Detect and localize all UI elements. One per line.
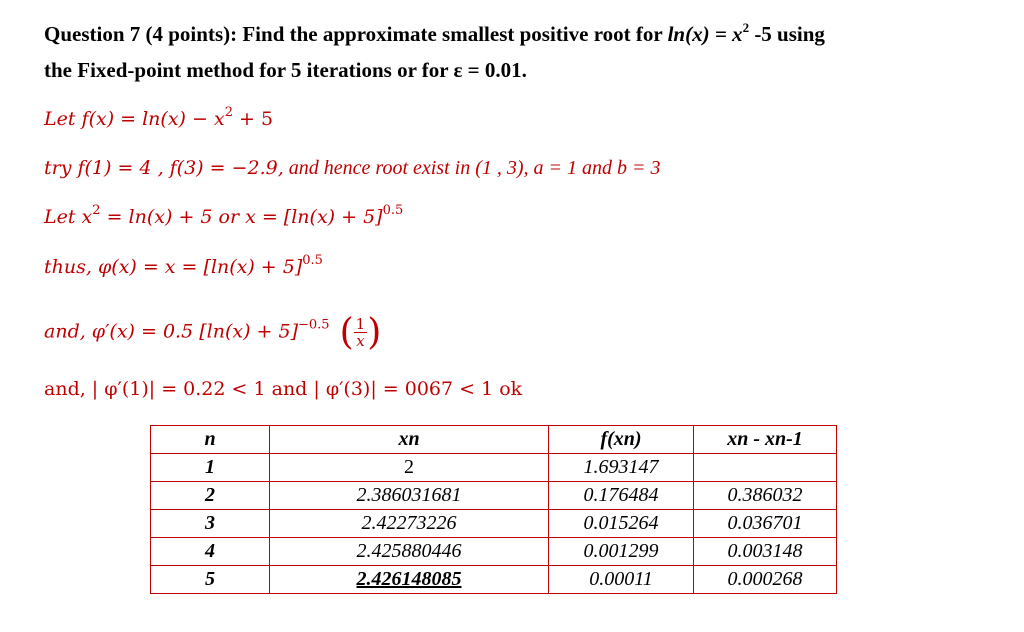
cell-diff: 0.003148 xyxy=(694,538,837,566)
question-equation: ln(x) xyxy=(667,22,710,46)
cell-xn xyxy=(270,566,549,594)
cell-diff: 0.000268 xyxy=(694,566,837,594)
cell-diff: 0.386032 xyxy=(694,482,837,510)
line2-text-b: and hence root exist in (1 , 3), a = 1 and b = 3 xyxy=(283,157,661,179)
table-row xyxy=(151,454,837,482)
question-exponent: 2 xyxy=(742,20,750,35)
solution-line-4 xyxy=(44,253,323,278)
final-root-value: 2.426148085 xyxy=(356,568,462,590)
question-line-2: the Fixed-point method for 5 iterations or for ε = 0.01. xyxy=(44,58,527,82)
line2-text-a: try f(1) = 4 , f(3) = −2.9, xyxy=(44,157,284,179)
line3-exponent: 2 xyxy=(92,203,101,218)
line3-text-a: Let x xyxy=(44,206,93,228)
table-header-row xyxy=(151,426,837,454)
line1-text: Let f(x) = ln(x) − x xyxy=(44,108,225,130)
cell-diff xyxy=(694,454,837,482)
table-row xyxy=(151,566,837,594)
header-fxn: f(xn) xyxy=(549,426,694,454)
fraction-one-over-x xyxy=(340,312,382,353)
left-paren: ( xyxy=(339,312,354,353)
cell-fxn: 0.176484 xyxy=(549,482,694,510)
cell-n: 4 xyxy=(151,538,270,566)
cell-fxn: 0.00011 xyxy=(549,566,694,594)
cell-xn: 2.425880446 xyxy=(270,538,549,566)
solution-line-5 xyxy=(44,312,381,353)
fraction-denominator: x xyxy=(356,332,365,350)
header-xn: xn xyxy=(270,426,549,454)
line4-text: thus, φ(x) = x = [ln(x) + 5] xyxy=(44,256,303,278)
cell-xn: 2.386031681 xyxy=(270,482,549,510)
solution-line-1 xyxy=(44,105,274,130)
table-row xyxy=(151,510,837,538)
cell-n: 5 xyxy=(151,566,270,594)
question-text-a: Question 7 (4 points): Find the approximate smallest positive root for xyxy=(44,22,668,46)
question-text-b: = x xyxy=(709,22,743,46)
table-row xyxy=(151,538,837,566)
fraction-numerator: 1 xyxy=(355,315,366,333)
header-n: n xyxy=(151,426,270,454)
cell-xn: 2 xyxy=(270,454,549,482)
line3-exponent-2: 0.5 xyxy=(382,203,404,218)
iteration-table xyxy=(150,425,837,594)
solution-line-3 xyxy=(44,203,404,228)
cell-diff: 0.036701 xyxy=(694,510,837,538)
cell-fxn: 1.693147 xyxy=(549,454,694,482)
line4-exponent: 0.5 xyxy=(302,253,323,268)
line5-exponent: −0.5 xyxy=(298,317,330,333)
cell-n: 1 xyxy=(151,454,270,482)
cell-xn: 2.42273226 xyxy=(270,510,549,538)
right-paren: ) xyxy=(367,312,382,353)
solution-line-2 xyxy=(44,157,661,180)
line3-text-b: = ln(x) + 5 or x = [ln(x) + 5] xyxy=(100,206,383,228)
table-row xyxy=(151,482,837,510)
line5-text: and, φ′(x) = 0.5 [ln(x) + 5] xyxy=(44,320,298,343)
question-line-1 xyxy=(44,22,825,47)
line1-exponent: 2 xyxy=(224,105,233,120)
header-diff: xn - xn-1 xyxy=(694,426,837,454)
solution-line-6: and, | φ′(1)| = 0.22 < 1 and | φ′(3)| = 0067 < 1 ok xyxy=(44,378,523,400)
cell-fxn: 0.015264 xyxy=(549,510,694,538)
question-text-c: -5 using xyxy=(749,22,825,46)
line1-end: + 5 xyxy=(232,108,274,130)
cell-fxn: 0.001299 xyxy=(549,538,694,566)
cell-n: 3 xyxy=(151,510,270,538)
cell-n: 2 xyxy=(151,482,270,510)
